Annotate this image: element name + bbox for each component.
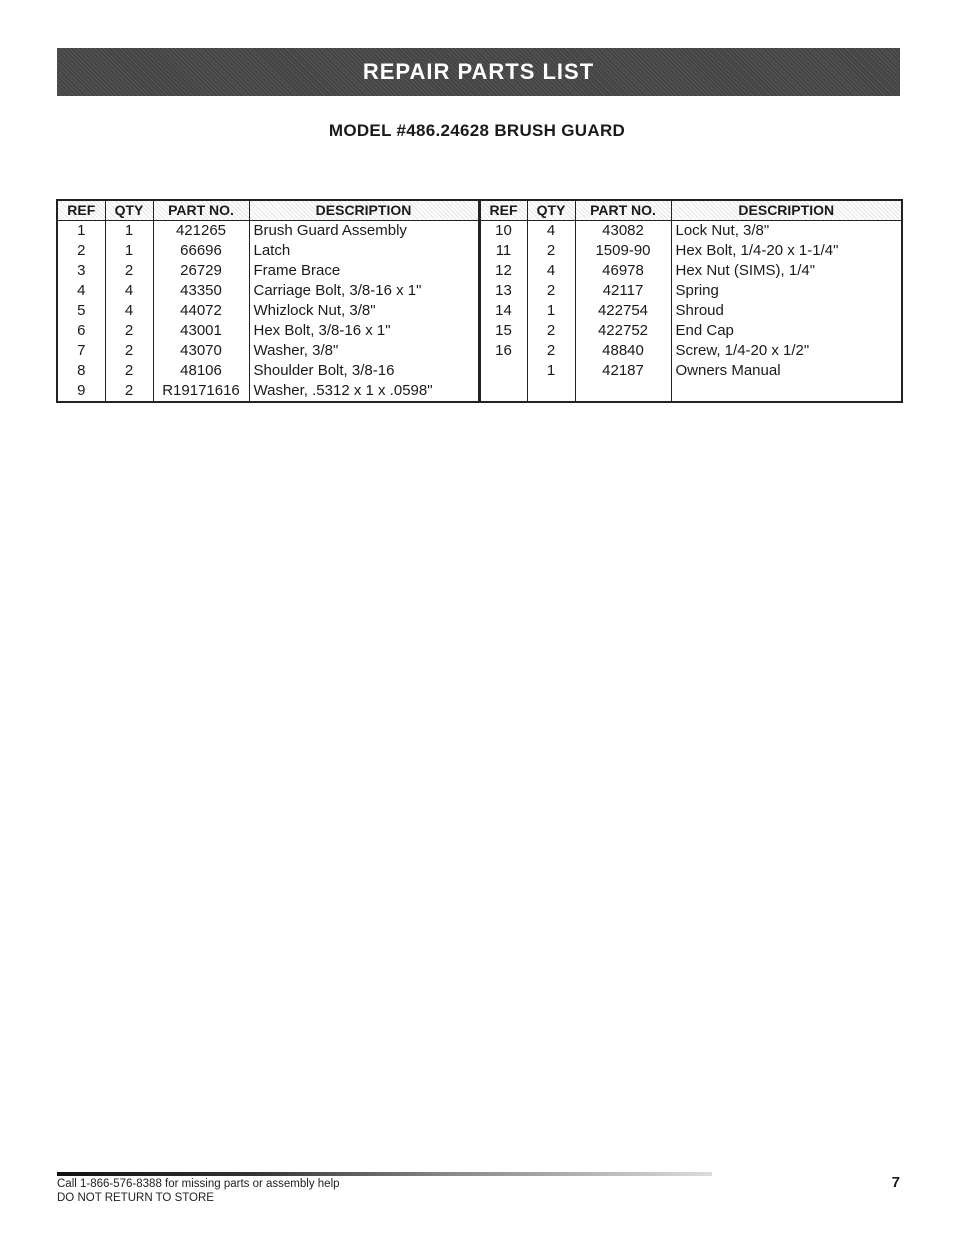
qty-cell: 4 xyxy=(105,301,153,321)
parts-table xyxy=(56,199,903,403)
table-row xyxy=(57,321,902,341)
part-no-cell: 43070 xyxy=(153,341,249,361)
qty-cell: 1 xyxy=(105,221,153,242)
column-header-description: DESCRIPTION xyxy=(249,200,479,221)
ref-cell: 3 xyxy=(57,261,105,281)
table-row xyxy=(57,241,902,261)
part-no-cell: 48106 xyxy=(153,361,249,381)
ref-cell: 15 xyxy=(479,321,527,341)
part-no-cell: 43350 xyxy=(153,281,249,301)
part-no-cell: 46978 xyxy=(575,261,671,281)
column-header-part-no: PART NO. xyxy=(153,200,249,221)
part-no-cell: 43001 xyxy=(153,321,249,341)
footer-help-text: Call 1-866-576-8388 for missing parts or assembly help xyxy=(57,1178,340,1190)
description-cell: Hex Nut (SIMS), 1/4" xyxy=(671,261,902,281)
description-cell: Frame Brace xyxy=(249,261,479,281)
part-no-cell: R19171616 xyxy=(153,381,249,402)
qty-cell: 2 xyxy=(105,361,153,381)
section-banner xyxy=(57,48,900,96)
table-row xyxy=(57,281,902,301)
ref-cell: 8 xyxy=(57,361,105,381)
ref-cell: 1 xyxy=(57,221,105,242)
description-cell xyxy=(671,381,902,402)
ref-cell: 11 xyxy=(479,241,527,261)
ref-cell: 4 xyxy=(57,281,105,301)
ref-cell: 12 xyxy=(479,261,527,281)
description-cell: End Cap xyxy=(671,321,902,341)
table-header-row xyxy=(57,200,902,221)
part-no-cell: 44072 xyxy=(153,301,249,321)
qty-cell: 1 xyxy=(527,361,575,381)
column-header-ref: REF xyxy=(479,200,527,221)
qty-cell xyxy=(527,381,575,402)
qty-cell: 2 xyxy=(527,321,575,341)
qty-cell: 2 xyxy=(105,261,153,281)
section-title: REPAIR PARTS LIST xyxy=(362,59,595,84)
column-header-ref: REF xyxy=(57,200,105,221)
description-cell: Latch xyxy=(249,241,479,261)
ref-cell: 9 xyxy=(57,381,105,402)
part-no-cell: 26729 xyxy=(153,261,249,281)
model-title: MODEL #486.24628 BRUSH GUARD xyxy=(328,121,626,140)
qty-cell: 1 xyxy=(527,301,575,321)
ref-cell: 2 xyxy=(57,241,105,261)
part-no-cell: 48840 xyxy=(575,341,671,361)
description-cell: Hex Bolt, 3/8-16 x 1" xyxy=(249,321,479,341)
part-no-cell: 42117 xyxy=(575,281,671,301)
table-row xyxy=(57,301,902,321)
ref-cell: 5 xyxy=(57,301,105,321)
ref-cell: 14 xyxy=(479,301,527,321)
page-number: 7 xyxy=(891,1174,900,1191)
footer-divider xyxy=(57,1172,712,1176)
description-cell: Screw, 1/4-20 x 1/2" xyxy=(671,341,902,361)
column-header-qty: QTY xyxy=(105,200,153,221)
qty-cell: 2 xyxy=(105,321,153,341)
table-row xyxy=(57,221,902,242)
description-cell: Lock Nut, 3/8" xyxy=(671,221,902,242)
qty-cell: 2 xyxy=(527,341,575,361)
description-cell: Washer, .5312 x 1 x .0598" xyxy=(249,381,479,402)
part-no-cell: 42187 xyxy=(575,361,671,381)
table-row xyxy=(57,261,902,281)
column-header-description: DESCRIPTION xyxy=(671,200,902,221)
column-header-part-no: PART NO. xyxy=(575,200,671,221)
qty-cell: 2 xyxy=(527,281,575,301)
part-no-cell xyxy=(575,381,671,402)
footer-notice: DO NOT RETURN TO STORE xyxy=(57,1192,214,1204)
part-no-cell: 43082 xyxy=(575,221,671,242)
description-cell: Washer, 3/8" xyxy=(249,341,479,361)
qty-cell: 2 xyxy=(105,341,153,361)
column-header-qty: QTY xyxy=(527,200,575,221)
ref-cell: 7 xyxy=(57,341,105,361)
ref-cell: 13 xyxy=(479,281,527,301)
part-no-cell: 66696 xyxy=(153,241,249,261)
ref-cell: 6 xyxy=(57,321,105,341)
qty-cell: 4 xyxy=(105,281,153,301)
qty-cell: 4 xyxy=(527,261,575,281)
qty-cell: 2 xyxy=(527,241,575,261)
description-cell: Shoulder Bolt, 3/8-16 xyxy=(249,361,479,381)
qty-cell: 2 xyxy=(105,381,153,402)
description-cell: Hex Bolt, 1/4-20 x 1-1/4" xyxy=(671,241,902,261)
qty-cell: 1 xyxy=(105,241,153,261)
table-row xyxy=(57,341,902,361)
ref-cell xyxy=(479,361,527,381)
description-cell: Carriage Bolt, 3/8-16 x 1" xyxy=(249,281,479,301)
qty-cell: 4 xyxy=(527,221,575,242)
description-cell: Spring xyxy=(671,281,902,301)
table-row xyxy=(57,381,902,402)
part-no-cell: 421265 xyxy=(153,221,249,242)
part-no-cell: 1509-90 xyxy=(575,241,671,261)
ref-cell: 16 xyxy=(479,341,527,361)
table-row xyxy=(57,361,902,381)
ref-cell xyxy=(479,381,527,402)
description-cell: Whizlock Nut, 3/8" xyxy=(249,301,479,321)
description-cell: Brush Guard Assembly xyxy=(249,221,479,242)
part-no-cell: 422754 xyxy=(575,301,671,321)
part-no-cell: 422752 xyxy=(575,321,671,341)
description-cell: Shroud xyxy=(671,301,902,321)
ref-cell: 10 xyxy=(479,221,527,242)
description-cell: Owners Manual xyxy=(671,361,902,381)
